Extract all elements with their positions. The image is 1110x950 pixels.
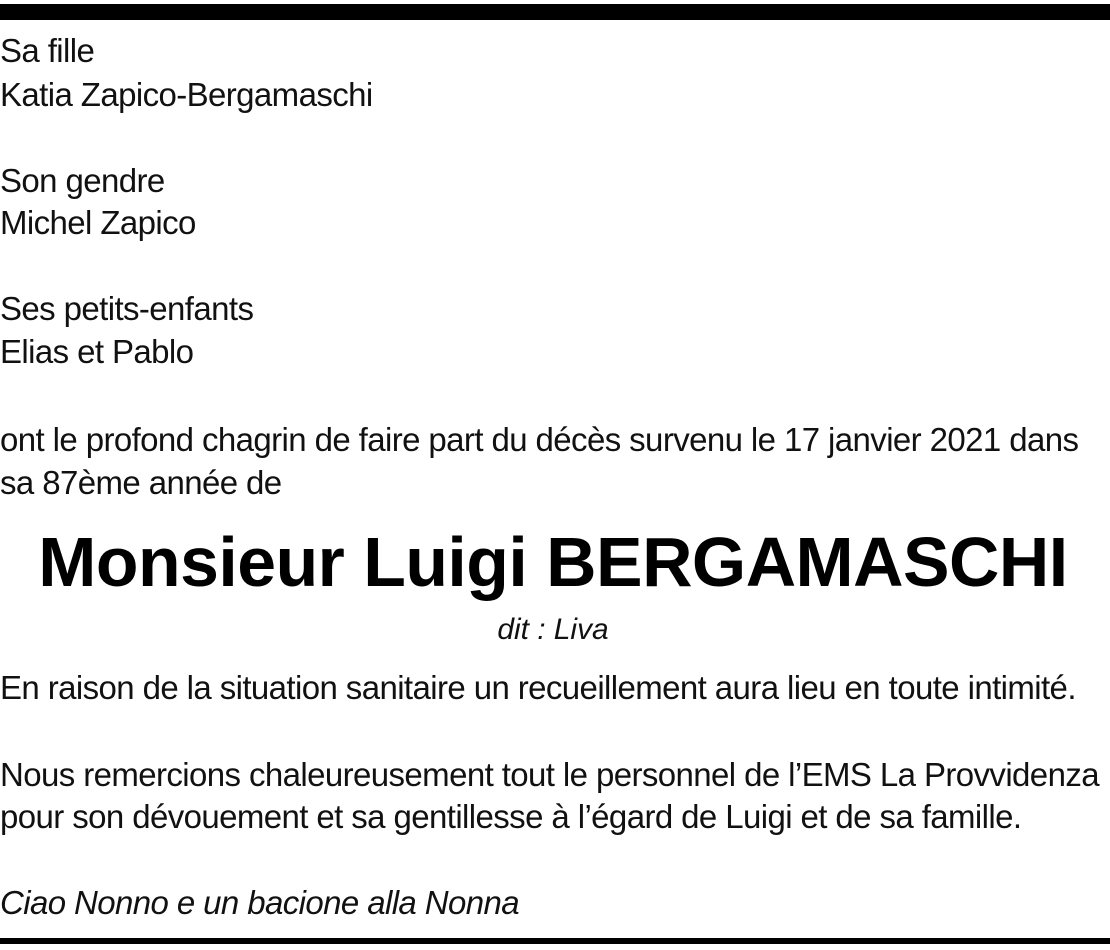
grandchildren-names: Elias et Pablo xyxy=(0,333,194,370)
grandchildren-heading: Ses petits-enfants xyxy=(0,290,254,327)
closing-message: Ciao Nonno e un bacione alla Nonna xyxy=(0,884,519,921)
thanks-line-2: pour son dévouement et sa gentillesse à l’égard de Luigi et de sa famille. xyxy=(0,798,1022,835)
deceased-name: Monsieur Luigi BERGAMASCHI xyxy=(38,523,1068,601)
announcement-line-2: sa 87ème année de xyxy=(0,464,282,501)
son-in-law-heading: Son gendre xyxy=(0,162,165,199)
daughter-heading: Sa fille xyxy=(0,32,95,69)
top-border-rule xyxy=(0,4,1110,20)
bottom-border-rule xyxy=(0,938,1110,944)
thanks-line-1: Nous remercions chaleureusement tout le personnel de l’EMS La Provvidenza xyxy=(0,756,1099,793)
daughter-name: Katia Zapico-Bergamaschi xyxy=(0,76,373,113)
deceased-nickname: dit : Liva xyxy=(497,613,609,646)
son-in-law-name: Michel Zapico xyxy=(0,204,196,241)
ceremony-notice: En raison de la situation sanitaire un recueillement aura lieu en toute intimité. xyxy=(0,669,1076,706)
announcement-line-1: ont le profond chagrin de faire part du décès survenu le 17 janvier 2021 dans xyxy=(0,421,1079,458)
